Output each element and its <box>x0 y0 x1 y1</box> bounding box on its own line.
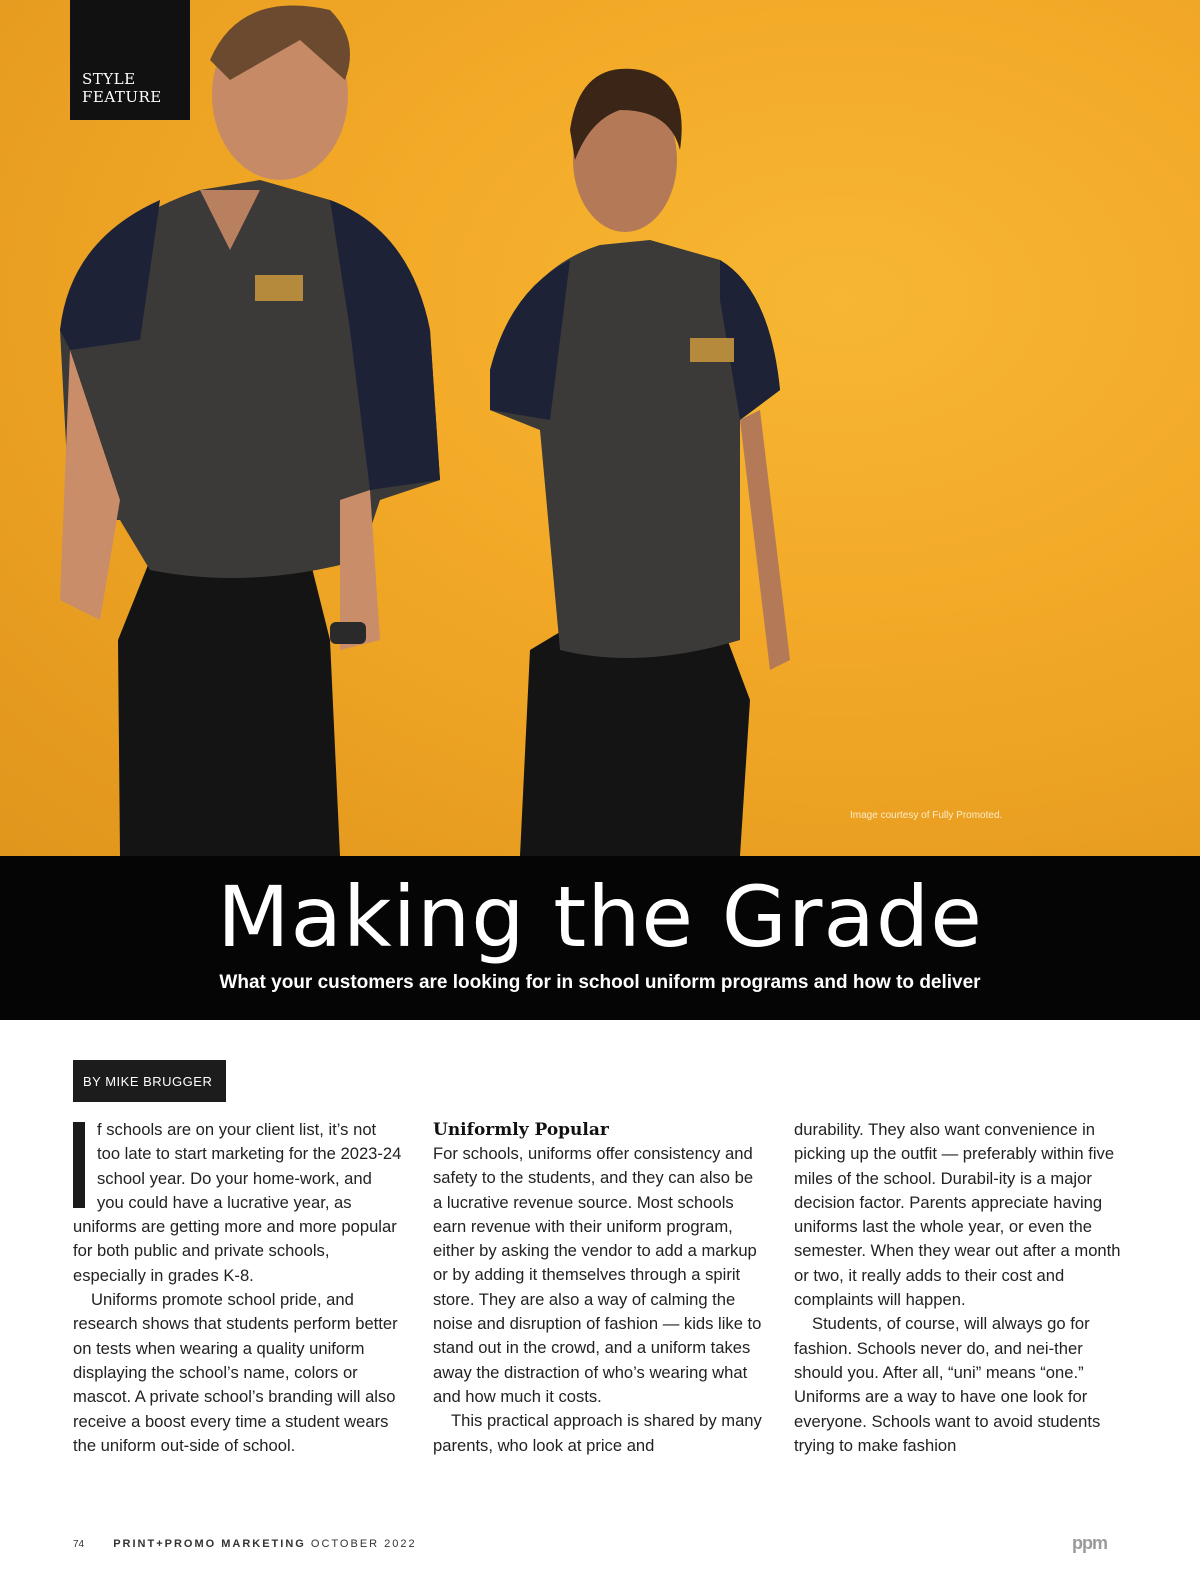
dropcap-bar <box>73 1122 85 1208</box>
byline: BY MIKE BRUGGER <box>73 1060 226 1102</box>
ppm-logo: ppm <box>1072 1533 1107 1553</box>
photo-credit: Image courtesy of Fully Promoted. <box>850 810 1003 821</box>
paragraph: durability. They also want convenience in picking up the outfit — preferably within five miles of the school. Durabil-ity is a major decision factor. Parents appreciate having uniforms last the whole year, or even the semester. When they wear out after a month or two, it really adds to their cost and complaints will happen. <box>794 1120 1121 1310</box>
paragraph: For schools, uniforms offer consistency and safety to the students, and they can also be a lucrative revenue source. Most schools earn revenue with their uniform program, either by asking the vendor to add a markup or by adding it themselves through a spirit store. They are also a way of calming the noise and disruption of fashion — kids like to stand out in the crowd, and a uniform takes away the distraction of who’s wearing what and how much it costs. <box>433 1144 762 1406</box>
column-1 <box>73 1118 403 1458</box>
page-number: 74 <box>73 1539 85 1550</box>
paragraph: This practical approach is shared by many parents, who look at price and <box>433 1411 762 1455</box>
paragraph: Uniforms promote school pride, and research shows that students perform better on tests when wearing a quality uniform displaying the school’s name, colors or mascot. A private school’s branding will also receive a boost every time a student wears the uniform out-side of school. <box>73 1290 398 1455</box>
subhead: Uniformly Popular <box>433 1120 609 1140</box>
issue-date: OCTOBER 2022 <box>310 1538 417 1550</box>
paragraph: Students, of course, will always go for fashion. Schools never do, and nei-ther should you. After all, “uni” means “one.” Uniforms are a way to have one look for everyone. Schools want to avoid students trying to make fashion <box>794 1314 1101 1455</box>
section-tag <box>70 0 190 120</box>
lead-paragraph <box>73 1118 403 1288</box>
magazine-name: PRINT+PROMO MARKETING <box>113 1538 306 1550</box>
section-tag-line2: FEATURE <box>82 88 162 106</box>
lead-text: f schools are on your client list, it’s not too late to start marketing for the 2023-24 school year. Do your home-work, and you could have a lucrative year, as uniforms are getting more and more popular for both public and private schools, especially in grades K-8. <box>73 1120 402 1285</box>
section-tag-line1: STYLE <box>82 70 136 88</box>
page-footer <box>73 1538 417 1550</box>
dek: What your customers are looking for in school uniform programs and how to deliver <box>219 972 981 993</box>
man-figure <box>60 6 440 856</box>
column-3 <box>794 1118 1124 1458</box>
column-2 <box>433 1118 763 1458</box>
title-band <box>0 856 1200 1020</box>
headline: Making the Grade <box>217 868 983 966</box>
woman-figure <box>490 69 790 856</box>
